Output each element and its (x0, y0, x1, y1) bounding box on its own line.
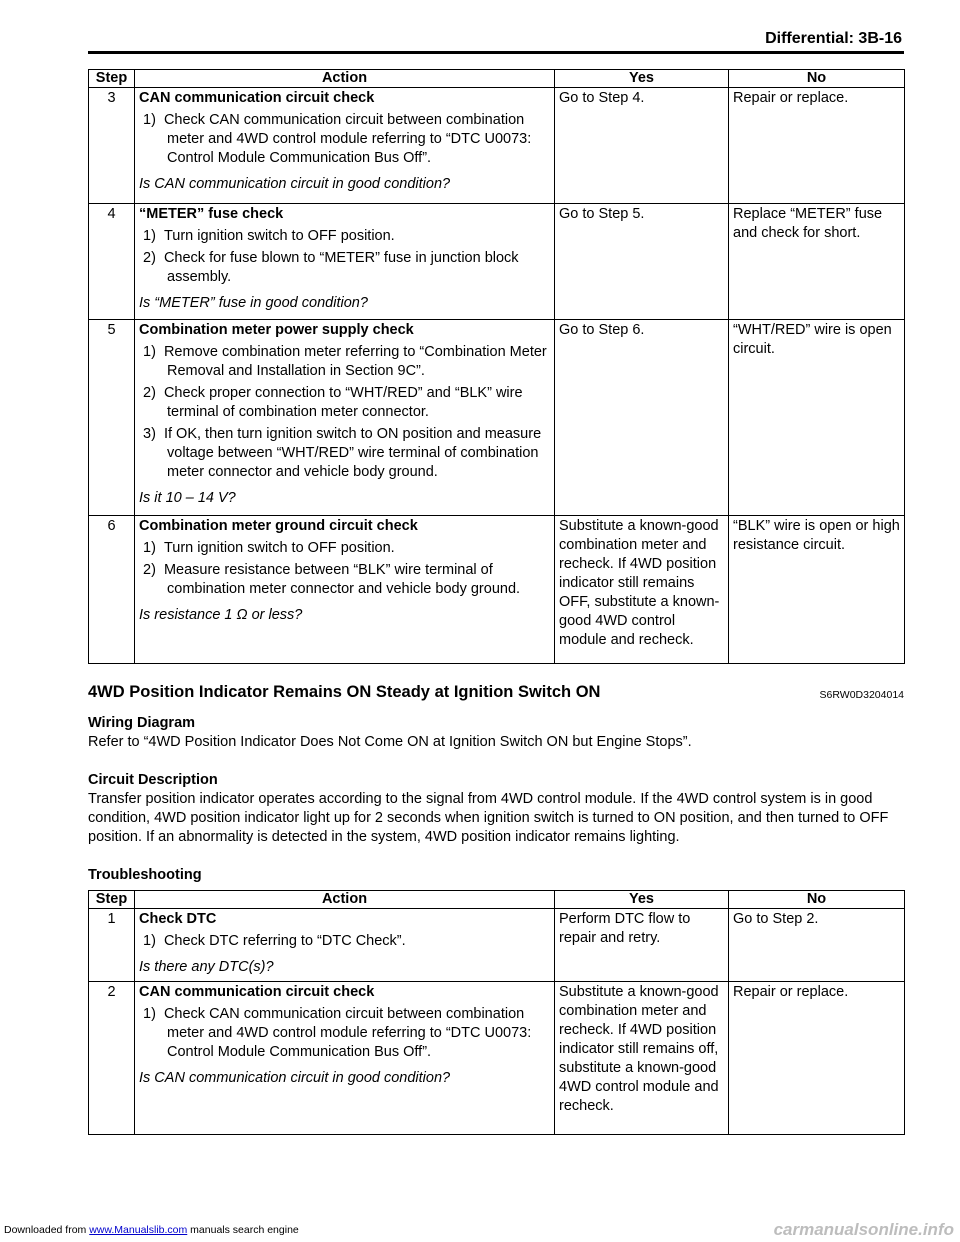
action-title: Combination meter power supply check (139, 322, 414, 338)
action-cell (135, 516, 555, 664)
no-cell: Replace “METER” fuse and check for short. (729, 204, 905, 320)
table-header-row (89, 70, 905, 88)
action-cell (135, 204, 555, 320)
wiring-diagram-label: Wiring Diagram (88, 715, 196, 731)
header-step: Step (89, 891, 135, 909)
action-title: Combination meter ground circuit check (139, 518, 418, 534)
table-row (89, 982, 905, 1135)
action-cell (135, 88, 555, 204)
header-no: No (729, 70, 905, 88)
action-item: 3) If OK, then turn ignition switch to ON position and measure voltage between “WHT/RED” wire terminal of combination meter connector and vehicle body ground. (143, 426, 542, 480)
step-number: 5 (89, 320, 135, 516)
action-question: Is CAN communication circuit in good condition? (139, 176, 451, 192)
circuit-description-text: Transfer position indicator operates according to the signal from 4WD control module. If the 4WD control system is in good condition, 4WD position indicator light up for 2 seconds when ignition switch is turned to ON position, and then turned to OFF position. If an abnormality is detected in the system, 4WD position indicator remains lighting. (88, 791, 889, 845)
header-action: Action (135, 891, 555, 909)
action-item: 2) Measure resistance between “BLK” wire terminal of combination meter connector and vehicle body ground. (143, 562, 521, 597)
section-code: S6RW0D3204014 (819, 689, 904, 701)
action-item: 1) Check CAN communication circuit between combination meter and 4WD control module referring to “DTC U0073: Control Module Communication Bus Off”. (143, 112, 532, 166)
action-question: Is there any DTC(s)? (139, 959, 274, 975)
yes-cell: Go to Step 5. (555, 204, 729, 320)
action-question: Is it 10 – 14 V? (139, 490, 236, 506)
header-no: No (729, 891, 905, 909)
section-heading: 4WD Position Indicator Remains ON Steady at Ignition Switch ON (88, 683, 601, 701)
action-cell (135, 320, 555, 516)
download-footer (4, 1224, 299, 1236)
no-cell: “WHT/RED” wire is open circuit. (729, 320, 905, 516)
yes-cell: Go to Step 6. (555, 320, 729, 516)
footer-suffix: manuals search engine (187, 1224, 299, 1236)
action-item: 2) Check proper connection to “WHT/RED” and “BLK” wire terminal of combination meter connector. (143, 385, 523, 420)
table-row (89, 909, 905, 982)
troubleshooting-label: Troubleshooting (88, 867, 202, 883)
table-header-row (89, 891, 905, 909)
header-action: Action (135, 70, 555, 88)
troubleshooting-table (88, 890, 905, 1135)
wiring-diagram-block (88, 714, 904, 752)
yes-cell: Substitute a known-good combination meter and recheck. If 4WD position indicator still remains off, substitute a known-good 4WD control module and recheck. (555, 982, 729, 1135)
no-cell: Repair or replace. (729, 88, 905, 204)
action-title: Check DTC (139, 911, 217, 927)
circuit-description-block (88, 771, 904, 847)
header-rule (88, 51, 904, 54)
action-item: 1) Check CAN communication circuit between combination meter and 4WD control module referring to “DTC U0073: Control Module Communication Bus Off”. (143, 1006, 532, 1060)
header-yes: Yes (555, 70, 729, 88)
action-item: 2) Check for fuse blown to “METER” fuse in junction block assembly. (143, 250, 519, 285)
troubleshooting-table-continued (88, 69, 905, 664)
manualslib-link[interactable]: www.Manualslib.com (89, 1224, 188, 1236)
table-row (89, 204, 905, 320)
step-number: 6 (89, 516, 135, 664)
yes-cell: Perform DTC flow to repair and retry. (555, 909, 729, 982)
no-cell: Go to Step 2. (729, 909, 905, 982)
header-yes: Yes (555, 891, 729, 909)
step-number: 2 (89, 982, 135, 1135)
action-item: 1) Check DTC referring to “DTC Check”. (143, 933, 406, 949)
circuit-description-label: Circuit Description (88, 772, 218, 788)
step-number: 3 (89, 88, 135, 204)
yes-cell: Go to Step 4. (555, 88, 729, 204)
yes-cell: Substitute a known-good combination meter and recheck. If 4WD position indicator still remains OFF, substitute a known-good 4WD control module and recheck. (555, 516, 729, 664)
footer-prefix: Downloaded from (4, 1224, 90, 1236)
action-item: 1) Turn ignition switch to OFF position. (143, 540, 395, 556)
table-row (89, 516, 905, 664)
action-cell (135, 909, 555, 982)
action-question: Is “METER” fuse in good condition? (139, 295, 368, 311)
action-item: 1) Remove combination meter referring to “Combination Meter Removal and Installation in Section 9C”. (143, 344, 547, 379)
step-number: 4 (89, 204, 135, 320)
action-item: 1) Turn ignition switch to OFF position. (143, 228, 395, 244)
page-header-title: Differential: 3B-16 (765, 30, 902, 47)
action-title: CAN communication circuit check (139, 984, 375, 1000)
no-cell: Repair or replace. (729, 982, 905, 1135)
step-number: 1 (89, 909, 135, 982)
no-cell: “BLK” wire is open or high resistance circuit. (729, 516, 905, 664)
table-row (89, 88, 905, 204)
table-row (89, 320, 905, 516)
header-step: Step (89, 70, 135, 88)
action-title: CAN communication circuit check (139, 90, 375, 106)
action-title: “METER” fuse check (139, 206, 284, 222)
action-question: Is CAN communication circuit in good condition? (139, 1070, 451, 1086)
wiring-diagram-text: Refer to “4WD Position Indicator Does Not Come ON at Ignition Switch ON but Engine Stops”. (88, 734, 692, 750)
action-question: Is resistance 1 Ω or less? (139, 607, 303, 623)
watermark: carmanualsonline.info (773, 1220, 954, 1239)
action-cell (135, 982, 555, 1135)
